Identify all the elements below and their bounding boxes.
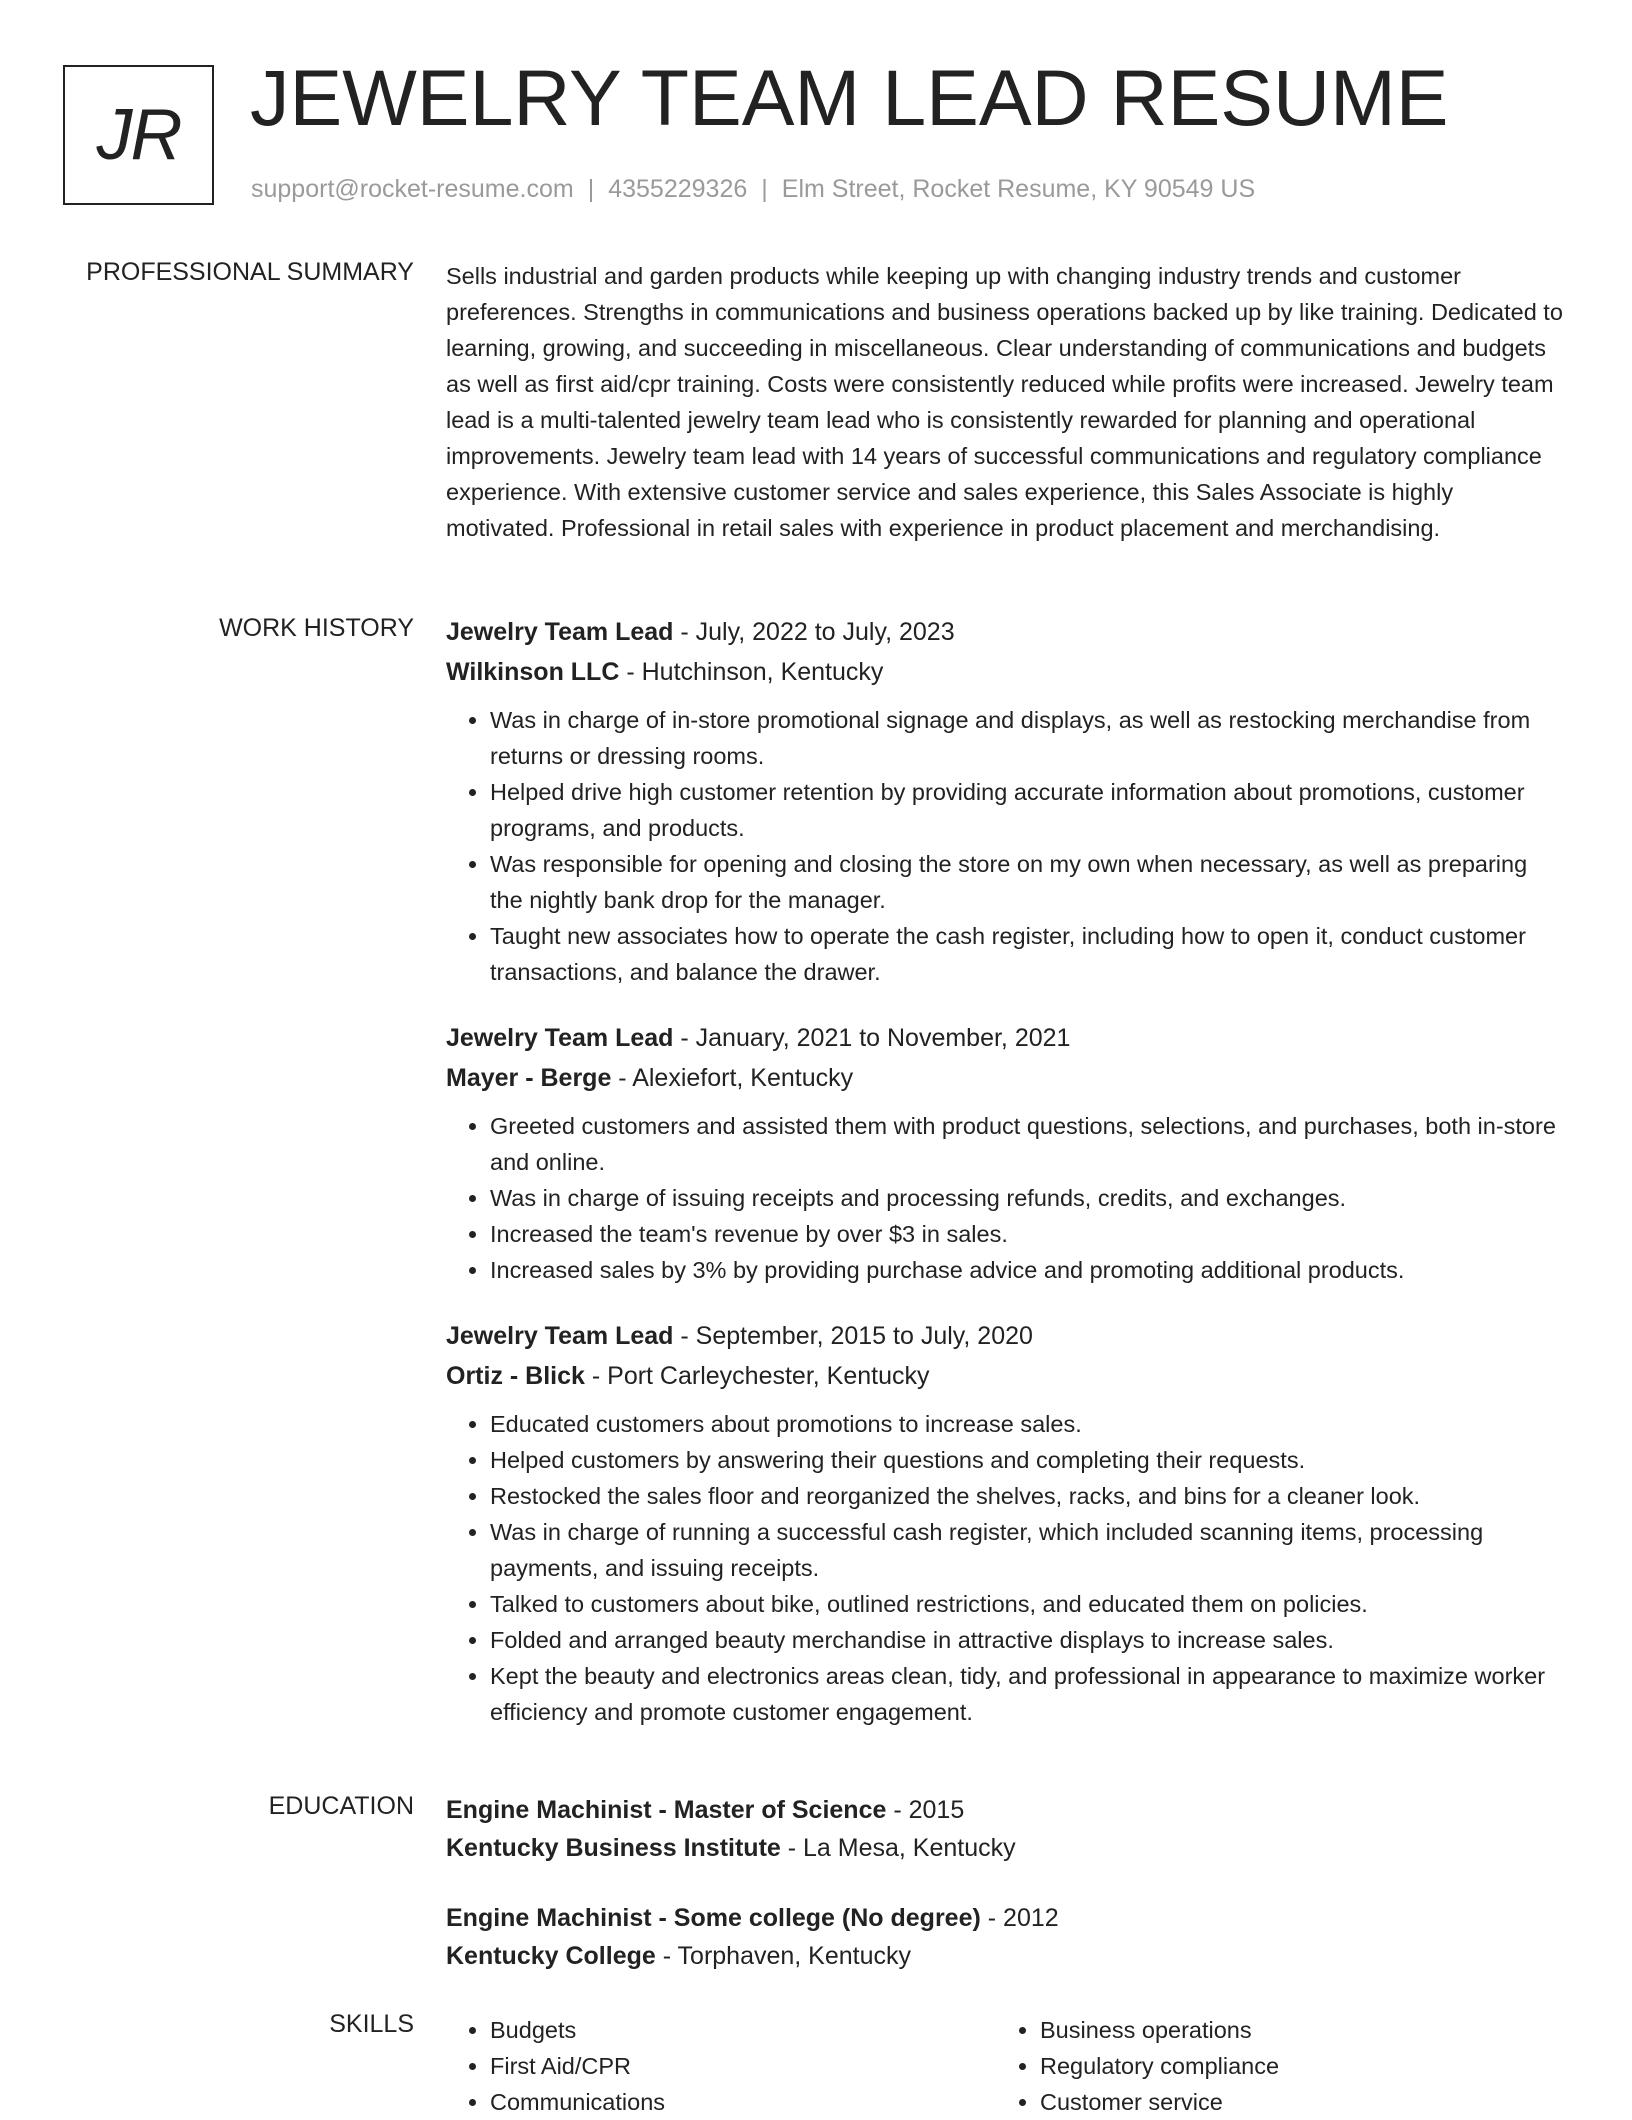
skill-item: • Communications: [490, 2084, 996, 2120]
job-title-line: [446, 612, 1566, 652]
contact-line: [251, 175, 1255, 204]
education-school: Kentucky College: [446, 1942, 656, 1970]
job-bullet: • Talked to customers about bike, outlined restrictions, and educated them on policies.: [490, 1586, 1566, 1622]
summary-heading: PROFESSIONAL SUMMARY: [86, 258, 414, 286]
job-company: Wilkinson LLC: [446, 658, 620, 686]
job-location: - Port Carleychester, Kentucky: [584, 1362, 930, 1390]
skill-item: • Regulatory compliance: [1040, 2048, 1540, 2084]
job-bullets: [446, 1108, 1566, 1288]
job-bullet: • Was in charge of in-store promotional signage and displays, as well as restocking merchandise from returns or dressing rooms.: [490, 702, 1566, 774]
skill-item: • Customer service: [1040, 2084, 1540, 2120]
job-bullet: • Increased sales by 3% by providing purchase advice and promoting additional products.: [490, 1252, 1566, 1288]
skills-list: [446, 2012, 1566, 2120]
job-bullets: [446, 702, 1566, 990]
education-degree-line: [446, 1899, 1566, 1937]
job-bullet: • Helped customers by answering their questions and completing their requests.: [490, 1442, 1566, 1478]
work-history-list: [446, 612, 1566, 1758]
job-company: Mayer - Berge: [446, 1064, 612, 1092]
job-company: Ortiz - Blick: [446, 1362, 585, 1390]
job-company-line: [446, 652, 1566, 692]
job-bullet: • Was responsible for opening and closing the store on my own when necessary, as well as preparing the nightly bank drop for the manager.: [490, 846, 1566, 918]
education-year: - 2012: [980, 1904, 1059, 1932]
job-title: Jewelry Team Lead: [446, 1024, 674, 1052]
skills-column-left: [446, 2012, 996, 2120]
job-entry: [446, 1316, 1566, 1730]
education-list: [446, 1791, 1566, 2007]
education-entry: [446, 1899, 1566, 1975]
job-dates: - July, 2022 to July, 2023: [673, 618, 955, 646]
skill-item: • Budgets: [490, 2012, 996, 2048]
job-bullet: • Greeted customers and assisted them with product questions, selections, and purchases, both in-store and online.: [490, 1108, 1566, 1180]
job-company-line: [446, 1058, 1566, 1098]
job-bullet: • Educated customers about promotions to increase sales.: [490, 1406, 1566, 1442]
education-school-line: [446, 1829, 1566, 1867]
skills-column-right: [996, 2012, 1540, 2120]
contact-separator: |: [587, 175, 595, 203]
job-title: Jewelry Team Lead: [446, 1322, 674, 1350]
education-degree: Engine Machinist - Some college (No degree): [446, 1904, 981, 1932]
job-dates: - January, 2021 to November, 2021: [673, 1024, 1071, 1052]
job-bullet: • Folded and arranged beauty merchandise in attractive displays to increase sales.: [490, 1622, 1566, 1658]
job-company-line: [446, 1356, 1566, 1396]
contact-email: support@rocket-resume.com: [251, 175, 574, 203]
job-bullets: [446, 1406, 1566, 1730]
work-history-heading: WORK HISTORY: [219, 614, 414, 642]
job-bullet: • Was in charge of running a successful cash register, which included scanning items, processing payments, and issuing receipts.: [490, 1514, 1566, 1586]
monogram-logo: JR: [63, 65, 214, 205]
job-title-line: [446, 1316, 1566, 1356]
education-degree-line: [446, 1791, 1566, 1829]
job-location: - Alexiefort, Kentucky: [611, 1064, 854, 1092]
job-entry: [446, 612, 1566, 990]
contact-phone: 4355229326: [608, 175, 748, 203]
skill-item: • First Aid/CPR: [490, 2048, 996, 2084]
education-location: - La Mesa, Kentucky: [780, 1834, 1016, 1862]
job-bullet: • Increased the team's revenue by over $3 in sales.: [490, 1216, 1566, 1252]
job-title: Jewelry Team Lead: [446, 618, 674, 646]
summary-text: Sells industrial and garden products while keeping up with changing industry trends and customer preferences. Strengths in communications and business operations backed up by like training. Dedicated to learning, growing, and succeeding in miscellaneous. Clear understanding of communications and budgets as well as first aid/cpr training. Costs were consistently reduced while profits were increased. Jewelry team lead is a multi-talented jewelry team lead who is consistently rewarded for planning and operational improvements. Jewelry team lead with 14 years of successful communications and regulatory compliance experience. With extensive customer service and sales experience, this Sales Associate is highly motivated. Professional in retail sales with experience in product placement and merchandising.: [446, 263, 1563, 541]
job-bullet: • Kept the beauty and electronics areas clean, tidy, and professional in appearance to maximize worker efficiency and promote customer engagement.: [490, 1658, 1566, 1730]
job-bullet: • Was in charge of issuing receipts and processing refunds, credits, and exchanges.: [490, 1180, 1566, 1216]
skill-item: • Business operations: [1040, 2012, 1540, 2048]
job-location: - Hutchinson, Kentucky: [619, 658, 884, 686]
education-entry: [446, 1791, 1566, 1867]
education-degree: Engine Machinist - Master of Science: [446, 1796, 887, 1824]
education-heading: EDUCATION: [268, 1792, 414, 1820]
contact-separator: |: [761, 175, 768, 203]
job-bullet: • Helped drive high customer retention by providing accurate information about promotions, customer programs, and products.: [490, 774, 1566, 846]
job-bullet: • Taught new associates how to operate the cash register, including how to open it, conduct customer transactions, and balance the drawer.: [490, 918, 1566, 990]
education-year: - 2015: [886, 1796, 965, 1824]
education-school: Kentucky Business Institute: [446, 1834, 781, 1862]
education-school-line: [446, 1937, 1566, 1975]
page-title: JEWELRY TEAM LEAD RESUME: [250, 53, 1449, 142]
education-location: - Torphaven, Kentucky: [655, 1942, 912, 1970]
skills-heading: SKILLS: [329, 2010, 414, 2038]
job-entry: [446, 1018, 1566, 1288]
job-dates: - September, 2015 to July, 2020: [673, 1322, 1033, 1350]
contact-address: Elm Street, Rocket Resume, KY 90549 US: [781, 175, 1256, 203]
job-bullet: • Restocked the sales floor and reorganized the shelves, racks, and bins for a cleaner look.: [490, 1478, 1566, 1514]
job-title-line: [446, 1018, 1566, 1058]
